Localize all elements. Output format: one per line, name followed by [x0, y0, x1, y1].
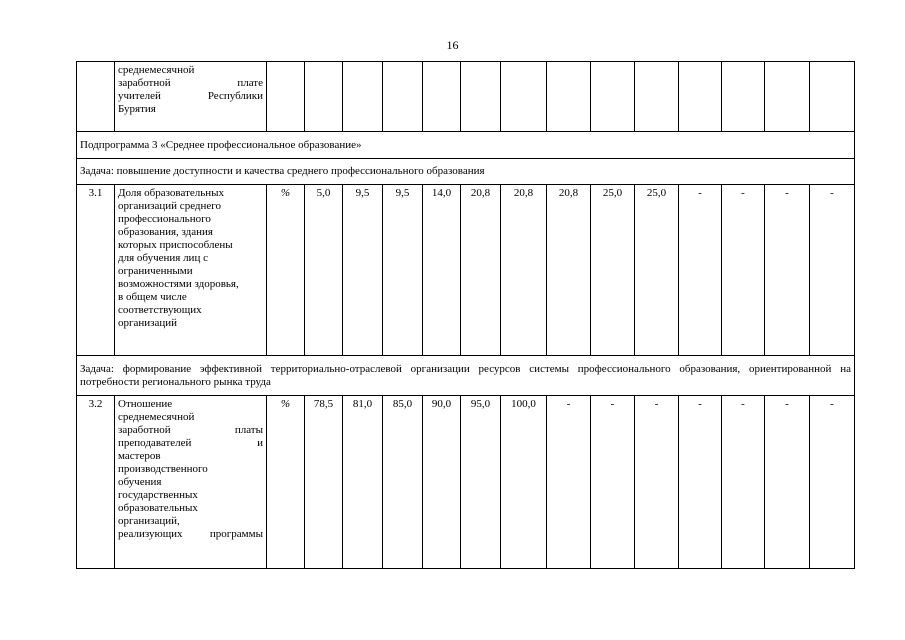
table-row-3-2: [77, 396, 855, 569]
cell-value: 9,5: [383, 185, 423, 356]
cell-value: 95,0: [461, 396, 501, 569]
indicator-name-line: государственных: [118, 489, 198, 501]
indicator-name-line: Доля образовательных: [118, 187, 225, 199]
indicator-name-line: Отношение: [118, 398, 173, 410]
indicator-name-word: заработной: [118, 77, 171, 89]
cell-value: 25,0: [591, 185, 635, 356]
indicator-name-line: организаций,: [118, 515, 180, 527]
cell-value: -: [591, 396, 635, 569]
indicator-name-line: организаций среднего: [118, 200, 222, 212]
page-number: 16: [446, 38, 459, 52]
cell-value: 20,8: [461, 185, 501, 356]
indicator-name-line: ограниченными: [118, 265, 193, 277]
cell-value: 14,0: [423, 185, 461, 356]
indicator-name-line: [118, 90, 263, 103]
cell-value: 85,0: [383, 396, 423, 569]
cell-unit: %: [267, 396, 305, 569]
table-row-task: [77, 159, 855, 185]
cell-value: [810, 62, 855, 132]
table-row-task: [77, 356, 855, 396]
indicator-name-line: производственного: [118, 463, 208, 475]
indicator-name-line: [118, 77, 263, 90]
cell-value: -: [765, 185, 810, 356]
indicator-name-line: которых приспособлены: [118, 239, 233, 251]
cell-value: 100,0: [501, 396, 547, 569]
indicator-name-line: соответствующих: [118, 304, 202, 316]
cell-value: -: [635, 396, 679, 569]
table-row-continuation: [77, 62, 855, 132]
cell-value: 9,5: [343, 185, 383, 356]
indicator-name-line: мастеров: [118, 450, 161, 462]
cell-value: [591, 62, 635, 132]
task-title: Задача: формирование эффективной территориально-отраслевой организации ресурсов системы профессионального образования, ориентированной на потребности регионального рынка труда: [77, 356, 855, 396]
cell-value: 81,0: [343, 396, 383, 569]
indicator-name-line: [118, 528, 263, 541]
indicator-name-word: платы: [234, 424, 263, 436]
cell-num: 3.2: [77, 396, 115, 569]
cell-value: -: [810, 396, 855, 569]
indicator-name-line: [118, 437, 263, 450]
cell-value: [501, 62, 547, 132]
cell-value: [765, 62, 810, 132]
cell-unit: [267, 62, 305, 132]
cell-value: [423, 62, 461, 132]
indicator-name-line: среднемесячной: [118, 64, 195, 76]
indicator-name-word: программы: [209, 528, 263, 540]
cell-unit: %: [267, 185, 305, 356]
indicator-name-line: организаций: [118, 317, 178, 329]
indicator-name-line: образовательных: [118, 502, 198, 514]
indicator-name-line: обучения: [118, 476, 162, 488]
cell-value: [635, 62, 679, 132]
indicator-name-word: преподавателей: [118, 437, 192, 449]
cell-value: 20,8: [547, 185, 591, 356]
cell-value: -: [765, 396, 810, 569]
cell-value: 5,0: [305, 185, 343, 356]
cell-value: -: [810, 185, 855, 356]
indicator-name-word: Республики: [207, 90, 263, 102]
cell-value: 20,8: [501, 185, 547, 356]
cell-value: -: [722, 185, 765, 356]
indicator-name-line: образования, здания: [118, 226, 213, 238]
indicator-name-word: плате: [237, 77, 263, 89]
indicator-name-word: заработной: [118, 424, 171, 436]
cell-value: [305, 62, 343, 132]
cell-value: -: [679, 185, 722, 356]
table-row-subprogram: [77, 132, 855, 159]
cell-value: -: [679, 396, 722, 569]
cell-indicator-name: [115, 62, 267, 132]
cell-value: [547, 62, 591, 132]
indicator-name-word: учителей: [118, 90, 161, 102]
indicator-name-line: возможностями здоровья,: [118, 278, 239, 290]
cell-value: 90,0: [423, 396, 461, 569]
indicator-name-word: и: [257, 437, 263, 449]
cell-num: 3.1: [77, 185, 115, 356]
indicator-name-line: среднемесячной: [118, 411, 195, 423]
indicator-name-line: [118, 424, 263, 437]
cell-indicator-name: [115, 396, 267, 569]
indicators-table: [76, 61, 855, 569]
table-row-3-1: [77, 185, 855, 356]
task-title: Задача: повышение доступности и качества среднего профессионального образования: [77, 159, 855, 185]
cell-num: [77, 62, 115, 132]
subprogram-title: Подпрограмма 3 «Среднее профессиональное образование»: [77, 132, 855, 159]
cell-indicator-name: [115, 185, 267, 356]
cell-value: -: [722, 396, 765, 569]
cell-value: 78,5: [305, 396, 343, 569]
cell-value: [383, 62, 423, 132]
indicator-name-line: в общем числе: [118, 291, 187, 303]
cell-value: -: [547, 396, 591, 569]
cell-value: [722, 62, 765, 132]
indicator-name-word: реализующих: [118, 528, 183, 540]
cell-value: 25,0: [635, 185, 679, 356]
indicator-name-line: профессионального: [118, 213, 211, 225]
indicator-name-line: для обучения лиц с: [118, 252, 208, 264]
cell-value: [679, 62, 722, 132]
cell-value: [343, 62, 383, 132]
cell-value: [461, 62, 501, 132]
indicator-name-line: Бурятия: [118, 103, 156, 115]
